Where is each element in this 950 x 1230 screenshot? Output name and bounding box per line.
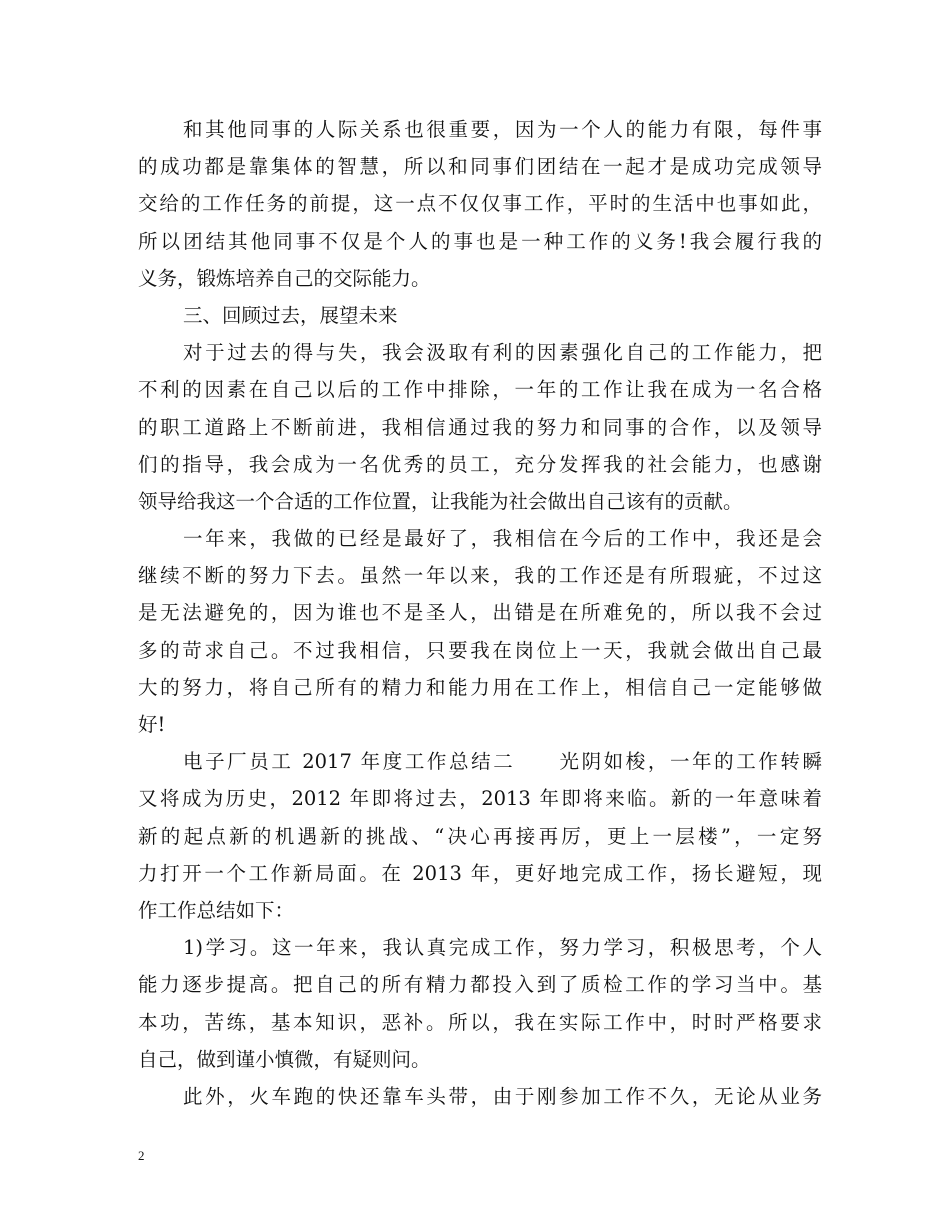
text-line: 好!: [138, 713, 166, 736]
text-line: 又将成为历史，2012 年即将过去，2013 年即将来临。新的一年意味着: [138, 787, 822, 811]
text-line: 三、回顾过去，展望未来: [183, 303, 398, 327]
text-line: 的成功都是靠集体的智慧，所以和同事们团结在一起才是成功完成领导: [138, 155, 822, 179]
text-line: 不利的因素在自己以后的工作中排除，一年的工作让我在成为一名合格: [138, 378, 822, 402]
text-line: 新的起点新的机遇新的挑战、“决心再接再厉，更上一层楼”，一定努: [138, 824, 822, 848]
text-line: 作工作总结如下：: [138, 898, 295, 922]
text-line: 的职工道路上不断前进，我相信通过我的努力和同事的合作，以及领导: [138, 415, 822, 439]
text-line: 和其他同事的人际关系也很重要，因为一个人的能力有限，每件事: [183, 118, 822, 141]
page-number: 2: [138, 1148, 145, 1163]
text-line: 电子厂员工 2017 年度工作总结二 光阴如梭，一年的工作转瞬: [183, 750, 822, 774]
text-line: 大的努力，将自己所有的精力和能力用在工作上，相信自己一定能够做: [138, 675, 822, 699]
text-line: 对于过去的得与失，我会汲取有利的因素强化自己的工作能力，把: [183, 341, 822, 365]
text-line: 是无法避免的，因为谁也不是圣人，出错是在所难免的，所以我不会过: [138, 601, 822, 625]
text-line: 此外，火车跑的快还靠车头带，由于刚参加工作不久，无论从业务: [183, 1084, 822, 1108]
text-line: 义务，锻炼培养自己的交际能力。: [138, 266, 431, 290]
text-line: 多的苛求自己。不过我相信，只要我在岗位上一天，我就会做出自己最: [138, 638, 822, 662]
text-line: 领导给我这一个合适的工作位置，让我能为社会做出自己该有的贡献。: [138, 489, 743, 513]
text-line: 交给的工作任务的前提，这一点不仅仅事工作，平时的生活中也事如此，: [138, 192, 822, 216]
text-line: 能力逐步提高。把自己的所有精力都投入到了质检工作的学习当中。基: [138, 973, 822, 997]
text-line: 继续不断的努力下去。虽然一年以来，我的工作还是有所瑕疵，不过这: [138, 564, 822, 588]
text-line: 本功，苦练，基本知识，恶补。所以，我在实际工作中，时时严格要求: [138, 1010, 822, 1034]
body-text: [138, 111, 822, 1115]
text-line: 力打开一个工作新局面。在 2013 年，更好地完成工作，扬长避短，现: [138, 861, 822, 885]
text-line: 1)学习。这一年来，我认真完成工作，努力学习，积极思考，个人: [183, 936, 822, 960]
text-line: 所以团结其他同事不仅是个人的事也是一种工作的义务!我会履行我的: [138, 229, 822, 253]
text-line: 们的指导，我会成为一名优秀的员工，充分发挥我的社会能力，也感谢: [138, 452, 822, 476]
text-line: 自己，做到谨小慎微，有疑则问。: [138, 1047, 431, 1071]
text-line: 一年来，我做的已经是最好了，我相信在今后的工作中，我还是会: [183, 527, 822, 551]
